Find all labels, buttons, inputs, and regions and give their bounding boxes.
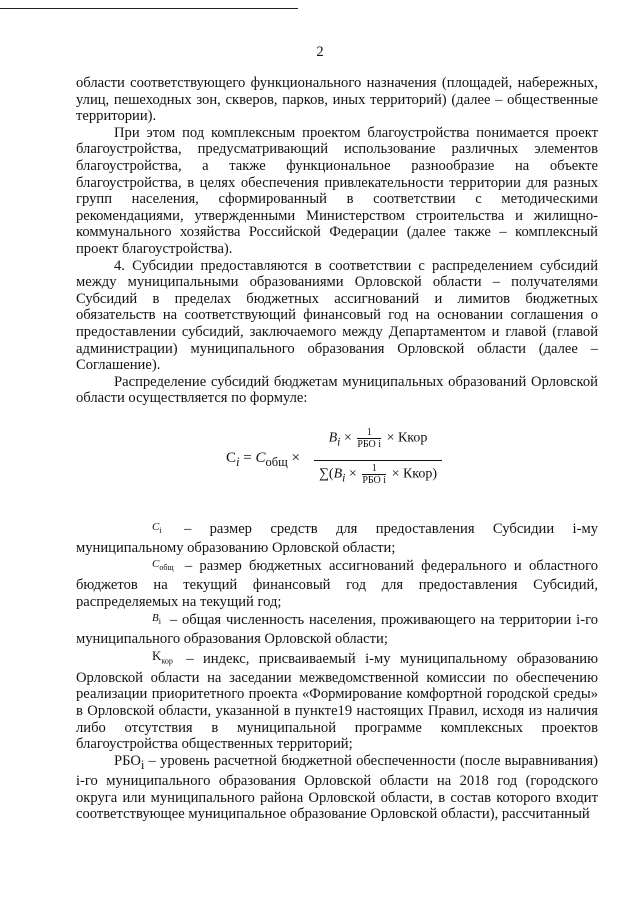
formula-inner-fraction: $\frac{1}{\text{РБО i}}$ <box>357 426 382 450</box>
paragraph-public-territories: области соответствующего функционального назначения (площадей, набережных, улиц, пешеходных зон, скверов, парков, иных территорий) (далее – общественные территории). <box>76 75 598 125</box>
header-rule <box>0 8 298 9</box>
definition-bi: $B_i$ – общая численность населения, проживающего на территории i-го муниципального образования Орловской области; <box>76 612 598 647</box>
definition-kkor: $K_{кор}$ – индекс, присваиваемый i-му муниципальному образованию Орловской области на заседании межведомственной комиссии по обеспечению реализации приоритетного проекта «Формирование комфортной городской среды» в Орловской области, указанной в пункте19 настоящих Правил, исходя из наличия либо отсутствия в муниципальной программе комплексных проектов благоустройства общественных территорий; <box>76 647 598 753</box>
formula-lhs: $C_i = C_{общ}$ × <box>226 449 300 469</box>
paragraph-distribution: Распределение субсидий бюджетам муниципальных образований Орловской области осуществляется по формуле: <box>76 373 598 407</box>
definition-ci: $C_i$ – размер средств для предоставления Субсидии i-му муниципальному образованию Орловской области; <box>76 520 598 556</box>
paragraph-subsidies: 4. Субсидии предоставляются в соответствии с распределением субсидий между муниципальными образованиями Орловской области – получателями Субсидий в пределах бюджетных ассигнований и лимитов бюджетных обязательств на соответствующий финансовый год на основании соглашения о предоставлении субсидий, заключаемого между Департаментом и главой (главой администрации) муниципального образования Орловской области (далее – Соглашение). <box>76 257 598 374</box>
page-number: 2 <box>316 44 324 60</box>
definition-rbo: $РБО_i$ – уровень расчетной бюджетной обеспеченности (после выравнивания) i-го муниципального образования Орловской области на 2018 год (городского округа или муниципального района Орловской области, в состав которого входит соответствующее муниципальное образование Орловской области), рассчитанный <box>76 752 598 823</box>
formula-fraction-bar <box>314 460 442 461</box>
formula-fraction <box>314 427 442 493</box>
formula-inner-fraction: $\frac{1}{\text{РБО i}}$ <box>362 462 387 486</box>
formula-numerator: $B_i$ × $\frac{1}{\text{РБО i}}$ × Ккор <box>328 426 428 450</box>
formula-denominator: $\sum(B_i$ × $\frac{1}{\text{РБО i}}$ × Ккор) <box>318 462 438 486</box>
distribution-formula <box>76 425 598 495</box>
definition-c-total: $C_{общ}$ – размер бюджетных ассигнований федерального и областного бюджетов на текущий финансовый год для предоставления Субсидий, распределяемых на текущий год; <box>76 558 598 610</box>
paragraph-complex-project: При этом под комплексным проектом благоустройства понимается проект благоустройства, предусматривающий использование различных элементов благоустройства, а также функциональное разнообразие на объекте благоустройства, в целях обеспечения привлекательности территории для разных групп населения, сформированный в соответствии с методическими рекомендациями, утвержденными Министерством строительства и жилищно-коммунального хозяйства Российской Федерации (далее также – комплексный проект благоустройства). <box>76 124 598 257</box>
body-text <box>76 75 598 823</box>
